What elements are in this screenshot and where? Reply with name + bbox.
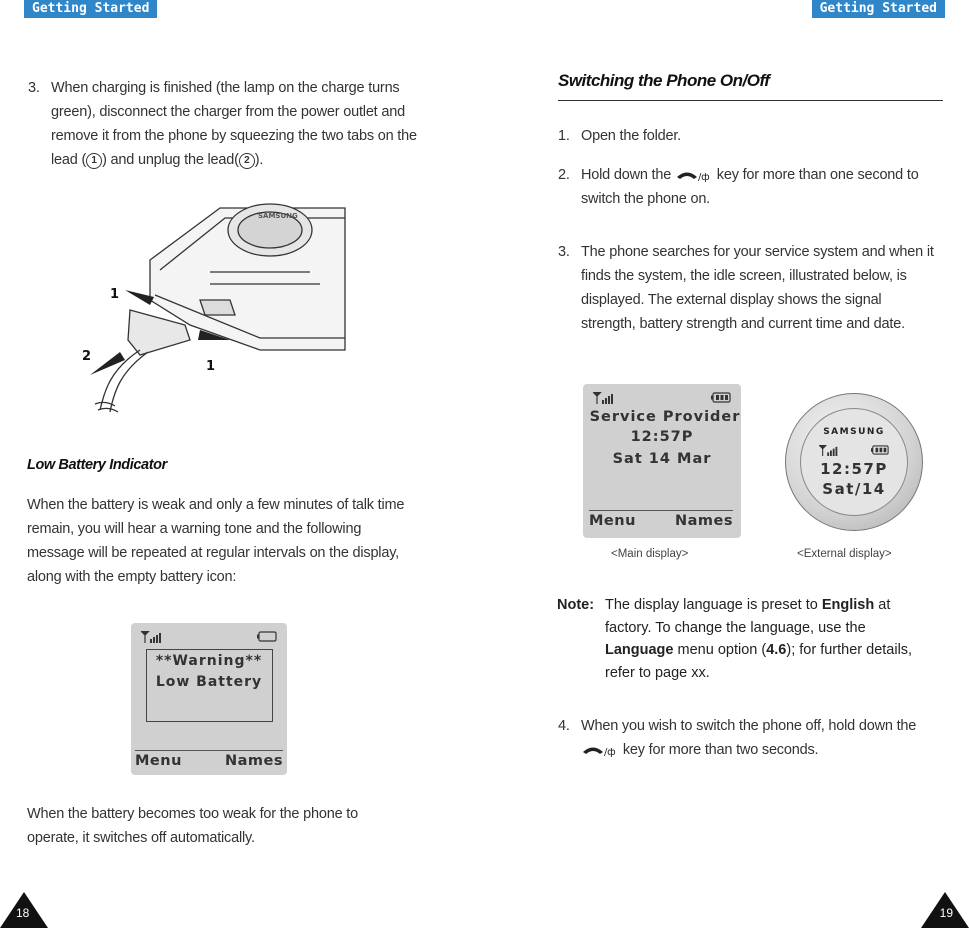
external-display bbox=[785, 393, 923, 531]
softkey-names: Names bbox=[675, 513, 733, 529]
service-provider-line: Service Provider bbox=[589, 409, 741, 425]
external-time: 12:57P bbox=[820, 460, 888, 478]
external-display-face bbox=[800, 408, 908, 516]
signal-icon bbox=[819, 445, 841, 456]
external-date: Sat/14 bbox=[822, 480, 886, 498]
low-battery-paragraph: When the battery is weak and only a few minutes of talk time remain, you will hear a warning tone and the following message will be repeated at regular intervals on the display, along with the empty battery icon: bbox=[27, 497, 405, 585]
step-number: 3. bbox=[558, 244, 570, 260]
time-line: 12:57P bbox=[630, 429, 694, 445]
section-tab-right: Getting Started bbox=[812, 0, 945, 18]
power-step-2 bbox=[558, 163, 938, 211]
empty-battery-icon bbox=[257, 631, 277, 642]
section-tab-left: Getting Started bbox=[24, 0, 157, 18]
language-note bbox=[557, 594, 937, 684]
power-step-1 bbox=[558, 124, 938, 148]
step-text: When charging is finished (the lamp on the charge turns green), disconnect the charger from the power outlet and remove it from the phone by squeezing the two tabs on the lead ( 1 ) and unplug the lead( 2 ). bbox=[51, 80, 417, 168]
low-battery-heading: Low Battery Indicator bbox=[27, 457, 167, 473]
page-number-left: 18 bbox=[16, 906, 30, 920]
power-step-3 bbox=[558, 240, 938, 336]
callout-1b: 1 bbox=[206, 359, 216, 374]
softkey-menu: Menu bbox=[589, 513, 636, 529]
softkey-names: Names bbox=[225, 753, 283, 769]
note-text: The display language is preset to English at factory. To change the language, use the Language menu option (4.6); for further details, refer to page xx. bbox=[605, 597, 913, 681]
external-display-caption: <External display> bbox=[797, 548, 892, 560]
step-text: Open the folder. bbox=[581, 128, 681, 144]
marker-1: 1 bbox=[86, 153, 102, 169]
step-number: 2. bbox=[558, 167, 570, 183]
step-number: 4. bbox=[558, 718, 570, 734]
step-number: 1. bbox=[558, 128, 570, 144]
end-power-key-icon bbox=[675, 168, 713, 182]
callout-1a: 1 bbox=[110, 287, 120, 302]
warning-line-2: Low Battery bbox=[155, 674, 263, 690]
softkey-bar bbox=[135, 750, 283, 769]
full-battery-icon bbox=[871, 445, 889, 455]
end-power-key-icon bbox=[581, 743, 619, 757]
step-text: When you wish to switch the phone off, hold down the /ф key for more than two seconds. bbox=[581, 718, 917, 758]
softkey-bar bbox=[589, 510, 733, 529]
note-label: Note: bbox=[557, 597, 595, 613]
charger-disconnect-illustration bbox=[70, 200, 360, 420]
warning-line-1: **Warning** bbox=[155, 653, 263, 669]
auto-off-paragraph: When the battery becomes too weak for the phone to operate, it switches off automatically. bbox=[27, 806, 358, 846]
main-display-caption: <Main display> bbox=[611, 548, 689, 560]
svg-text:/ф: /ф bbox=[697, 172, 710, 183]
low-battery-screen bbox=[131, 623, 287, 775]
signal-icon bbox=[593, 392, 617, 404]
title-rule bbox=[558, 100, 943, 101]
page-number-right: 19 bbox=[939, 906, 953, 920]
step-text: The phone searches for your service system and when it finds the system, the idle screen, illustrated below, is displayed. The external display shows the signal strength, battery strength and current time and date. bbox=[581, 244, 934, 332]
date-line: Sat 14 Mar bbox=[612, 451, 712, 467]
phone-brand-label: SAMSUNG bbox=[258, 212, 298, 220]
softkey-menu: Menu bbox=[135, 753, 182, 769]
charging-step-3 bbox=[28, 76, 420, 172]
full-battery-icon bbox=[711, 392, 731, 403]
page-title: Switching the Phone On/Off bbox=[558, 71, 770, 90]
step-text: Hold down the /ф key for more than one second to switch the phone on. bbox=[581, 167, 919, 207]
callout-2: 2 bbox=[82, 349, 92, 364]
step-number: 3. bbox=[28, 80, 40, 96]
signal-icon bbox=[141, 631, 165, 643]
marker-2: 2 bbox=[239, 153, 255, 169]
power-step-4 bbox=[558, 714, 938, 762]
external-brand: SAMSUNG bbox=[823, 427, 885, 437]
main-display bbox=[583, 384, 741, 538]
svg-text:/ф: /ф bbox=[604, 747, 616, 758]
